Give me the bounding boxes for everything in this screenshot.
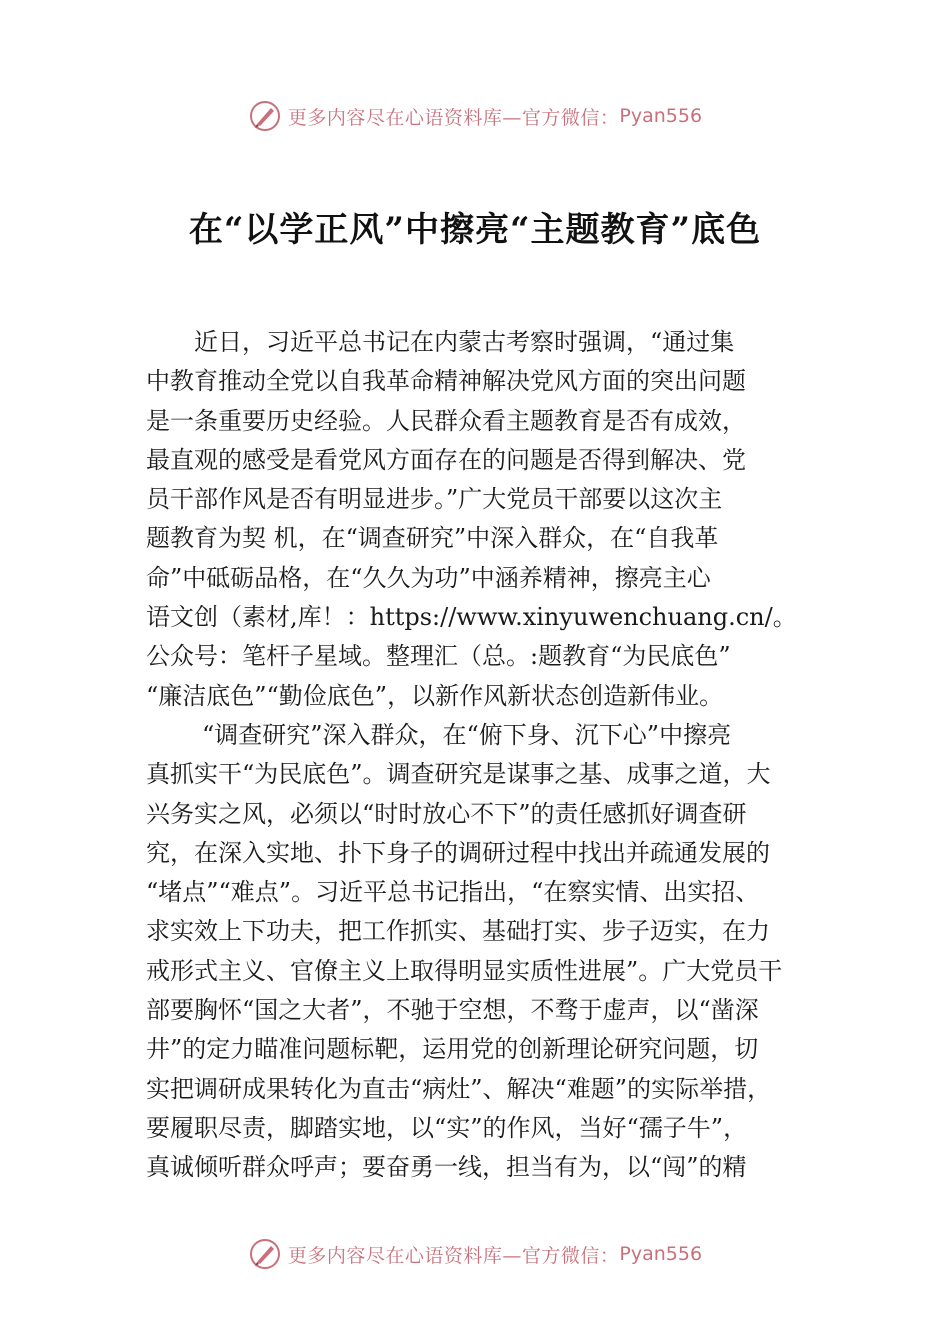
text-line: 近日，习近平总书记在内蒙古考察时强调，“通过集: [194, 328, 735, 356]
text-line: 求实效上下功夫，把工作抓实、基础打实、步子迈实，在力: [146, 917, 770, 946]
text-line: 要履职尽责，脚踏实地，以“实”的作风，当好“孺子牛”，: [146, 1113, 748, 1142]
header-watermark: [0, 96, 950, 136]
text-line: “堵点”“难点”。习近平总书记指出，“在察实情、出实招、: [146, 878, 760, 907]
page-title: 在“以学正风”中擦亮“主题教育”底色: [188, 210, 762, 250]
text-line: 究，在深入实地、扑下身子的调研过程中找出并疏通发展的: [146, 838, 770, 867]
watermark-text: 更多内容尽在心语资料库—官方微信：: [287, 106, 620, 129]
text-line: 公众号：笔杆子星域。整理汇（总。:题教育“为民底色”: [146, 642, 731, 671]
text-line: 真诚倾听群众呼声；要奋勇一线，担当有为，以“闯”的精: [146, 1153, 747, 1182]
pen-logo-icon: [248, 99, 282, 133]
footer-watermark: [0, 1234, 950, 1274]
article-body: [146, 323, 808, 1188]
text-line: 兴务实之风，必须以“时时放心不下”的责任感抓好调查研: [146, 799, 747, 828]
text-line: 部要胸怀“国之大者”，不驰于空想，不骛于虚声，以“凿深: [146, 996, 759, 1025]
pen-logo-icon: [248, 1237, 282, 1271]
text-line: “调查研究”深入群众，在“俯下身、沉下心”中擦亮: [202, 720, 732, 749]
text-line: 是一条重要历史经验。人民群众看主题教育是否有成效，: [146, 406, 746, 435]
text-line: 井”的定力瞄准问题标靶，运用党的创新理论研究问题，切: [146, 1035, 759, 1064]
text-line: 题教育为契 机，在“调查研究”中深入群众，在“自我革: [146, 524, 719, 553]
text-line: 中教育推动全党以自我革命精神解决党风方面的突出问题: [146, 367, 746, 396]
text-line: “廉洁底色”“勤俭底色”，以新作风新状态创造新伟业。: [146, 681, 724, 710]
text-line: 实把调研成果转化为直击“病灶”、解决“难题”的实际举措，: [146, 1074, 772, 1103]
text-line: 命”中砥砺品格，在“久久为功”中涵养精神，擦亮主心: [146, 563, 711, 592]
text-line: 最直观的感受是看党风方面存在的问题是否得到解决、党: [146, 445, 746, 474]
text-line: 真抓实干“为民底色”。调查研究是谋事之基、成事之道，大: [146, 760, 771, 789]
watermark-handle: Pyan556: [619, 1243, 703, 1265]
watermark-text: 更多内容尽在心语资料库—官方微信：: [287, 1244, 620, 1267]
watermark-handle: Pyan556: [619, 105, 703, 127]
text-line: 语文创（素材,库！：https://www.xinyuwenchuang.cn/。: [146, 603, 797, 632]
text-line: 戒形式主义、官僚主义上取得明显实质性进展”。广大党员干: [146, 956, 783, 985]
text-line: 员干部作风是否有明显进步。”广大党员干部要以这次主: [146, 485, 723, 514]
